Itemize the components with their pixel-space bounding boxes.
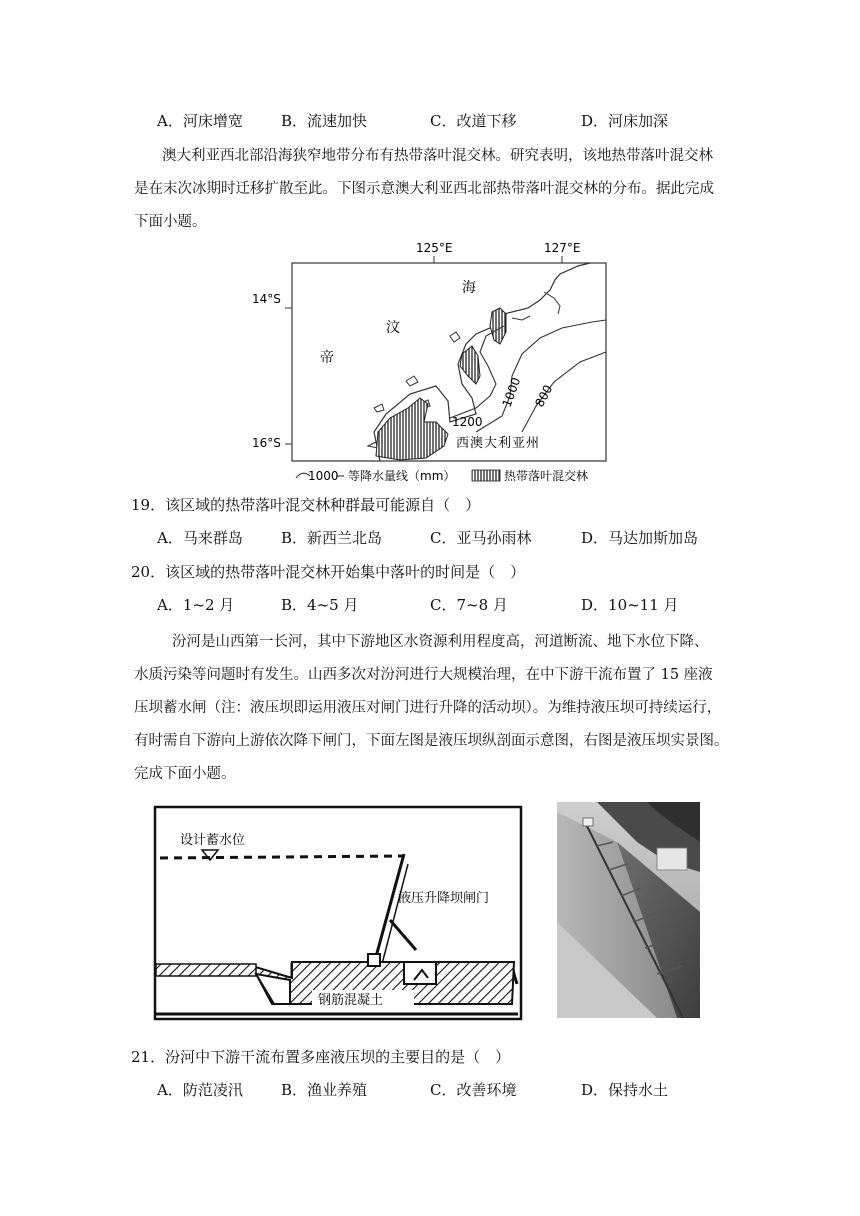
legend-forest-label: 热带落叶混交林 xyxy=(504,469,589,483)
map-figure xyxy=(240,236,620,488)
q20-option-c: C．7~8 月 xyxy=(430,596,508,614)
q21-option-b: B．渔业养殖 xyxy=(281,1081,368,1099)
intro2-line-5: 完成下面小题。 xyxy=(134,766,236,782)
sea-char-2: 汶 xyxy=(386,320,400,336)
lon-label-127: 127°E xyxy=(544,241,581,255)
lat-label-14: 14°S xyxy=(252,292,281,306)
q18-option-d: D．河床加深 xyxy=(581,112,669,130)
q18-option-b: B．流速加快 xyxy=(281,112,368,130)
legend-isohyet-value: 1000 xyxy=(308,469,339,483)
q19-option-d: D．马达加斯加岛 xyxy=(581,529,699,547)
forest-patch-south xyxy=(376,398,448,460)
intro-paragraph-2 xyxy=(134,626,734,791)
dam-section-figure xyxy=(152,804,524,1022)
q19-stem: 19．该区域的热带落叶混交林种群最可能源自（ ） xyxy=(131,496,481,514)
intro2-line-3: 压坝蓄水闸（注：液压坝即运用液压对闸门进行升降的活动坝）。为维持液压坝可持续运行， xyxy=(134,700,722,716)
isohyet-label-1200: 1200 xyxy=(452,415,483,429)
intro1-line-3: 下面小题。 xyxy=(134,214,207,230)
q18-option-a: A．河床增宽 xyxy=(157,112,243,130)
q21-option-a: A．防范凌汛 xyxy=(157,1081,243,1099)
concrete-label: 钢筋混凝土 xyxy=(318,993,384,1008)
intro2-line-1: 汾河是山西第一长河，其中下游地区水资源利用程度高，河道断流、地下水位下降、 xyxy=(172,634,709,650)
q21-option-d: D．保持水土 xyxy=(581,1081,669,1099)
intro2-line-4: 有时需自下游向上游依次降下闸门，下面左图是液压坝纵剖面示意图，右图是液压坝实景图。 xyxy=(134,733,729,749)
intro1-line-2: 是在末次冰期时迁移扩散至此。下图示意澳大利亚西北部热带落叶混交林的分布。据此完成 xyxy=(134,181,714,197)
q21-stem: 21．汾河中下游干流布置多座液压坝的主要目的是（ ） xyxy=(131,1048,511,1066)
isohyet-label-1000: 1000 xyxy=(499,375,524,410)
gate-label: 液压升降坝闸门 xyxy=(398,891,490,906)
isohyet-label-800: 800 xyxy=(532,382,556,410)
q19-option-b: B．新西兰北岛 xyxy=(281,529,383,547)
q21-option-c: C．改善环境 xyxy=(430,1081,517,1099)
intro1-line-1: 澳大利亚西北部沿海狭窄地带分布有热带落叶混交林。研究表明，该地热带落叶混交林 xyxy=(162,148,713,164)
water-level-label: 设计蓄水位 xyxy=(180,833,246,848)
q18-option-c: C．改道下移 xyxy=(430,112,517,130)
sea-char-1: 帝 xyxy=(320,350,334,366)
legend-isohyet-label: 等降水量线（mm） xyxy=(348,469,456,483)
map-frame xyxy=(292,263,606,461)
isohyet-800 xyxy=(522,352,606,432)
intro2-line-2: 水质污染等问题时有发生。山西多次对汾河进行大规模治理，在中下游干流布置了 15 座液 xyxy=(134,667,713,683)
q20-option-b: B．4~5 月 xyxy=(281,596,359,614)
q20-stem: 20．该区域的热带落叶混交林开始集中落叶的时间是（ ） xyxy=(131,563,526,581)
sea-char-3: 海 xyxy=(462,280,476,296)
q20-option-a: A．1~2 月 xyxy=(157,596,235,614)
lat-label-16: 16°S xyxy=(252,436,281,450)
dam-gate xyxy=(374,854,404,964)
state-label: 西澳大利亚州 xyxy=(456,436,541,451)
dam-photo xyxy=(557,802,700,1018)
q19-option-a: A．马来群岛 xyxy=(157,529,243,547)
lon-label-125: 125°E xyxy=(416,241,453,255)
q19-option-c: C．亚马孙雨林 xyxy=(430,529,532,547)
intro-paragraph-1 xyxy=(134,140,734,239)
q20-option-d: D．10~11 月 xyxy=(581,596,679,614)
legend-forest-swatch xyxy=(472,470,500,481)
